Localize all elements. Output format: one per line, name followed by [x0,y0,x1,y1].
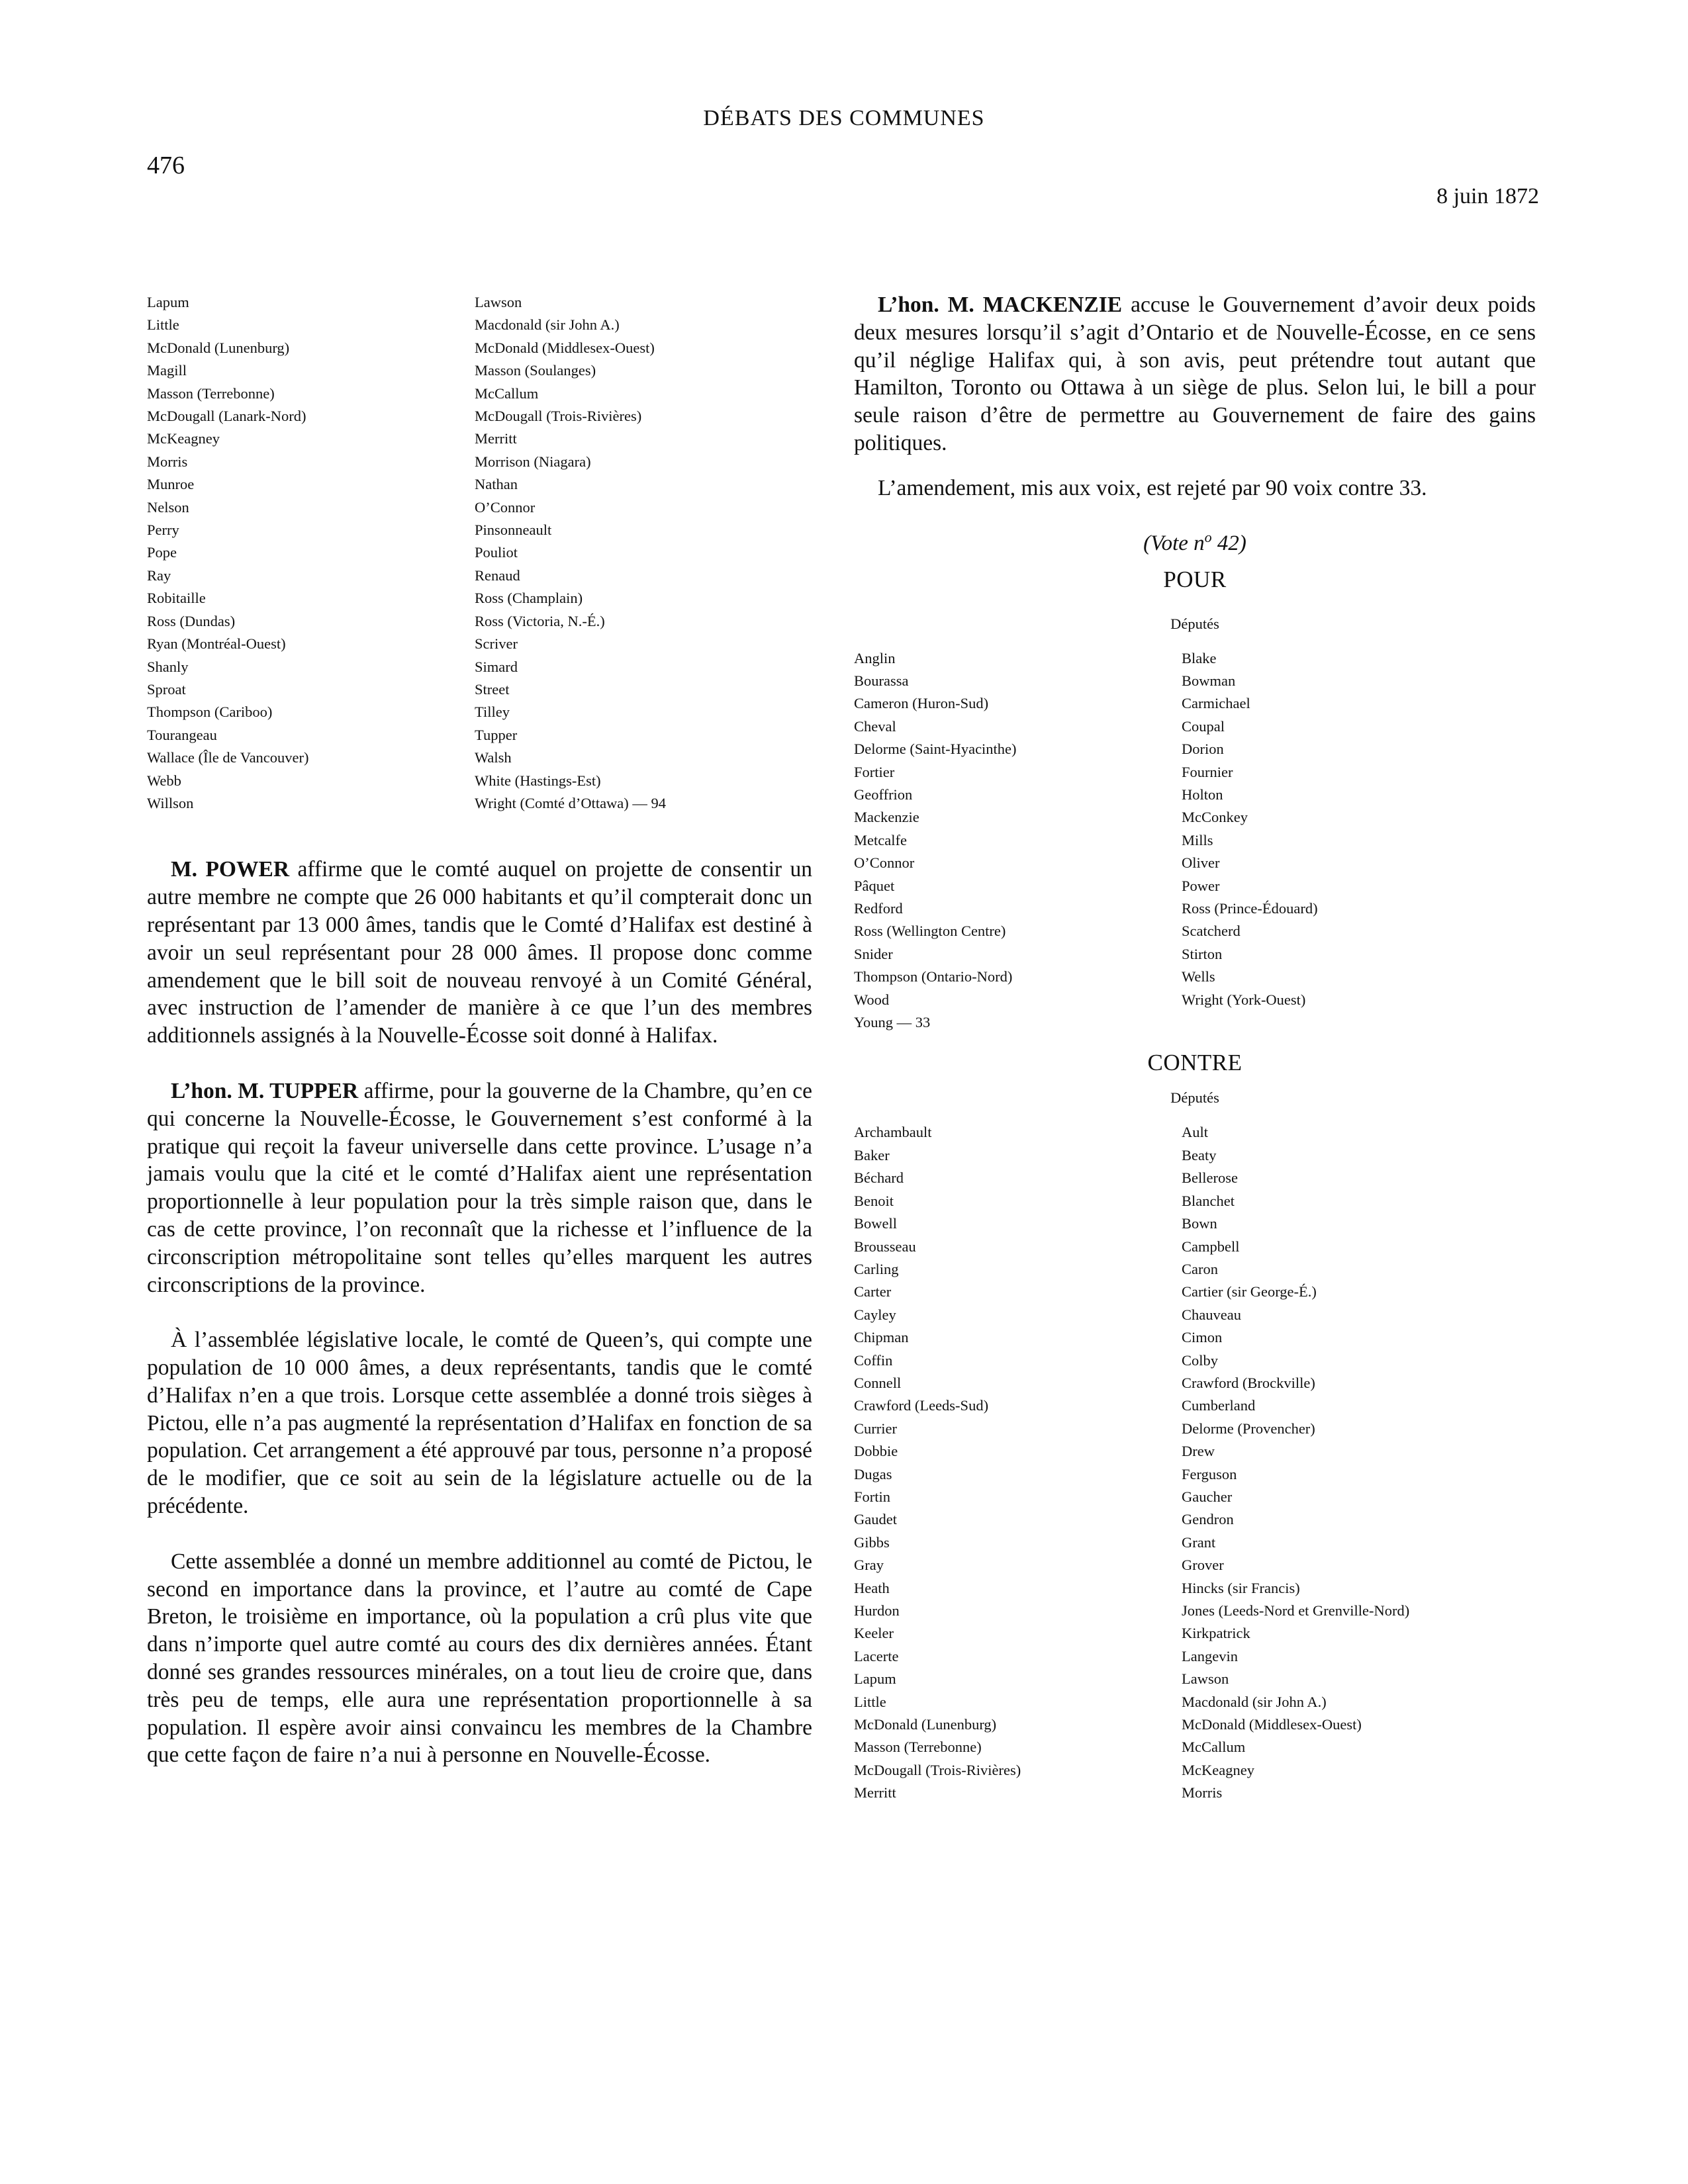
pour-list [854,647,1536,1034]
member-name: Crawford (Leeds-Sud) [854,1397,989,1414]
member-name: Cumberland [1182,1397,1256,1414]
member-name: Magill [147,362,187,379]
member-name: Lawson [475,294,522,310]
member-name: Munroe [147,476,195,493]
member-name: Archambault [854,1124,932,1141]
member-name: Morris [147,453,188,470]
member-name: Ray [147,567,171,584]
member-name: Walsh [475,749,512,766]
member-name: Blake [1182,649,1217,666]
member-name: Delorme (Saint-Hyacinthe) [854,741,1017,758]
member-name: Coffin [854,1351,893,1369]
member-name: Perry [147,522,179,539]
member-name: Wallace (Île de Vancouver) [147,749,309,766]
member-name: Dorion [1182,741,1224,758]
member-name: Snider [854,945,893,962]
member-name: Bown [1182,1215,1217,1232]
member-name: Webb [147,772,181,789]
paragraph-text: affirme que le comté auquel on projette de consentir un autre membre ne compte que 26 000 habitants et qu’il compterait donc un représentant par 13 000 âmes, tandis que le Comté d’Halifax est destiné à avoir un seul représentant pour 28 000 âmes. Il propose donc comme amendement que le bill soit de nouveau renvoyé à un Comité Général, avec instruction de l’amender de manière à ce que l’un des membres additionnels assignés à la Nouvelle-Écosse soit donné à Halifax. [147,857,812,1048]
member-name: Wood [854,991,890,1008]
vote-caption [854,529,1536,556]
member-name: Carmichael [1182,695,1250,712]
member-name: McDonald (Middlesex-Ouest) [1182,1716,1362,1733]
member-name: McDougall (Trois-Rivières) [475,408,642,425]
member-name: McDougall (Trois-Rivières) [854,1761,1021,1778]
member-name: Merritt [854,1784,896,1801]
member-name: Fournier [1182,763,1233,780]
member-name: Grant [1182,1533,1216,1551]
speaker-name: L’hon. M. MACKENZIE [878,293,1123,317]
contre-subheading: Députés [1170,1089,1219,1107]
member-name: Benoit [854,1192,894,1209]
page-date: 8 juin 1872 [1436,184,1539,208]
pour-heading: POUR [1163,566,1227,592]
member-name: Crawford (Brockville) [1182,1374,1315,1391]
member-name: Fortin [854,1488,891,1505]
member-name: Delorme (Provencher) [1182,1420,1315,1437]
vote-caption-text: (Vote n [1143,531,1205,555]
member-name: McKeagney [1182,1761,1254,1778]
member-name: Holton [1182,786,1223,803]
member-name: McDonald (Lunenburg) [147,339,290,356]
member-name: Baker [854,1146,890,1163]
member-name: Grover [1182,1557,1224,1574]
member-name: Drew [1182,1443,1215,1460]
member-name: Morris [1182,1784,1223,1801]
member-name: Gendron [1182,1511,1234,1528]
member-name: Ross (Victoria, N.-É.) [475,612,605,629]
member-name: Stirton [1182,945,1223,962]
paragraph-amendment-result: L’amendement, mis aux voix, est rejeté par 90 voix contre 33. [878,475,1427,500]
member-name: Fortier [854,763,895,780]
member-name: Thompson (Ontario-Nord) [854,968,1013,985]
member-name: Willson [147,794,194,811]
member-name: Thompson (Cariboo) [147,704,273,721]
member-name: Langevin [1182,1647,1238,1664]
member-name: Chipman [854,1329,909,1346]
member-name: Macdonald (sir John A.) [1182,1693,1327,1710]
paragraph-text: accuse le Gouvernement d’avoir deux poids deux mesures lorsqu’il s’agit d’Ontario et de Nouvelle-Écosse, en ce sens qu’il néglige Halifax qui, à son avis, peut prétendre tout autant que Hamilton, Toronto ou Ottawa à un siège de plus. Selon lui, le bill a pour seule raison d’être de permettre au Gouvernement de faire des gains politiques. [854,293,1536,455]
member-name: Ross (Wellington Centre) [854,923,1006,940]
member-name: Metcalfe [854,831,907,848]
member-name: Gray [854,1557,884,1574]
vote-caption-number: 42) [1211,531,1246,555]
member-name: Currier [854,1420,897,1437]
member-name: Street [475,680,510,698]
member-name: O’Connor [854,854,915,872]
contre-list [854,1121,1536,1804]
member-name: Carter [854,1283,892,1300]
member-name: Anglin [854,649,896,666]
member-name: Renaud [475,567,520,584]
paragraph-pictou: Cette assemblée a donné un membre additionnel au comté de Pictou, le second en importance dans la province, et l’autre au comté de Cape Breton, le troisième en importance, où la population a crû plus vite que dans n’importe quel autre comté au cours des dix dernières années. Étant donné ses grandes ressources minérales, on a tout lieu de croire que, dans très peu de temps, elle aura une représentation proportionnelle à sa population. Il espère avoir ainsi convaincu les membres de la Chambre que cette façon de faire n’a nui à personne en Nouvelle-Écosse. [147,1549,812,1768]
member-name: Beaty [1182,1146,1217,1163]
paragraph-tupper [147,1077,812,1298]
paragraph-queens: À l’assemblée législative locale, le comté de Queen’s, qui compte une population de 10 000 âmes, a deux représentants, tandis que le comté d’Halifax n’en a que trois. Lorsque cette assemblée a donné trois sièges à Pictou, elle n’a pas augmenté la représentation d’Halifax en fonction de sa population. Cet arrangement a été approuvé par tous, personne n’a proposé de le modifier, que ce soit au sein de la législature actuelle ou de la précédente. [147,1328,812,1519]
member-name: Colby [1182,1351,1219,1369]
member-name: Cayley [854,1306,896,1323]
member-name: Tilley [475,704,510,721]
member-name: Gaudet [854,1511,897,1528]
member-name: Campbell [1182,1238,1240,1255]
member-name: Kirkpatrick [1182,1625,1250,1642]
member-name: O’Connor [475,498,536,516]
member-name: Ferguson [1182,1465,1237,1482]
member-name: Redford [854,900,903,917]
member-name: Cameron (Huron-Sud) [854,695,989,712]
member-name: Lapum [147,294,189,310]
member-name: Lapum [854,1670,896,1688]
member-name: Hincks (sir Francis) [1182,1579,1300,1596]
member-name: Pinsonneault [475,522,552,539]
member-name: Gaucher [1182,1488,1233,1505]
member-name: Caron [1182,1260,1218,1277]
member-name: Carling [854,1260,899,1277]
member-name: Masson (Soulanges) [475,362,596,379]
paragraph-mackenzie [854,291,1536,457]
member-name: McDonald (Lunenburg) [854,1716,997,1733]
member-name: Coupal [1182,717,1225,735]
member-name: Little [854,1693,886,1710]
member-name: Simard [475,658,518,675]
member-name: Mills [1182,831,1213,848]
member-name: Keeler [854,1625,894,1642]
running-head: DÉBATS DES COMMUNES [703,106,985,130]
member-name: Dugas [854,1465,892,1482]
vote-caption-sup: o [1204,528,1212,545]
member-name: Lawson [1182,1670,1229,1688]
speaker-name: L’hon. M. TUPPER [171,1078,359,1103]
member-name: Tupper [475,726,518,743]
member-name: Bowell [854,1215,897,1232]
member-name: Ross (Champlain) [475,590,583,607]
member-name: Robitaille [147,590,206,607]
member-name: Bourassa [854,672,909,689]
member-name: Macdonald (sir John A.) [475,316,620,334]
contre-heading: CONTRE [1147,1050,1243,1076]
member-name: Young — 33 [854,1014,931,1031]
member-name: Ault [1182,1124,1209,1141]
member-name: McConkey [1182,809,1248,826]
member-name: Ryan (Montréal-Ouest) [147,635,286,653]
member-name: Pope [147,544,177,561]
member-name: Bellerose [1182,1169,1238,1187]
member-name: Dobbie [854,1443,898,1460]
member-name: Cartier (sir George-É.) [1182,1283,1317,1300]
member-name: Bowman [1182,672,1236,689]
member-name: Scriver [475,635,518,653]
member-name: Heath [854,1579,890,1596]
member-name: Hurdon [854,1602,900,1619]
member-name: Geoffrion [854,786,913,803]
member-name: Wright (York-Ouest) [1182,991,1306,1008]
pour-subheading: Députés [1170,615,1219,632]
member-name: Wells [1182,968,1215,985]
member-name: Gibbs [854,1533,890,1551]
vote-list-continued [147,291,812,815]
member-name: Morrison (Niagara) [475,453,591,470]
member-name [1182,1011,1536,1034]
member-name: Ross (Dundas) [147,612,236,629]
member-name: Little [147,316,179,334]
paragraph-text: affirme, pour la gouverne de la Chambre, qu’en ce qui concerne la Nouvelle-Écosse, le Gouvernement s’est conformé à la pratique qui reçoit la faveur universelle dans cette province. L’usage n’a jamais voulu que la cité et le comté d’Halifax aient une représentation proportionnelle à leur population pour la très simple raison que, dans le cas de cette province, l’on reconnaît que la richesse et l’influence de la circonscription métropolitaine sont telles qu’elles marquent les autres circonscriptions de la province. [147,1078,812,1297]
member-name: Shanly [147,658,189,675]
member-name: Pâquet [854,877,895,894]
member-name: Masson (Terrebonne) [147,385,275,402]
member-name: McCallum [1182,1739,1246,1756]
member-name: Jones (Leeds-Nord et Grenville-Nord) [1182,1602,1410,1619]
member-name: Pouliot [475,544,518,561]
member-name: White (Hastings-Est) [475,772,601,789]
member-name: Wright (Comté d’Ottawa) — 94 [475,794,667,811]
member-name: Scatcherd [1182,923,1241,940]
member-name: Cheval [854,717,896,735]
speaker-name: M. POWER [171,857,290,882]
member-name: Power [1182,877,1220,894]
member-name: Cimon [1182,1329,1223,1346]
member-name: Nelson [147,498,189,516]
right-column [854,291,1536,1805]
member-name: Masson (Terrebonne) [854,1739,982,1756]
member-name: Chauveau [1182,1306,1241,1323]
member-name: Brousseau [854,1238,916,1255]
member-name: Merritt [475,430,517,447]
member-name: McCallum [475,385,539,402]
member-name: McKeagney [147,430,220,447]
page-number: 476 [147,152,185,179]
member-name: Lacerte [854,1647,899,1664]
member-name: Béchard [854,1169,904,1187]
member-name: McDougall (Lanark-Nord) [147,408,306,425]
paragraph-power [147,856,812,1050]
member-name: Nathan [475,476,518,493]
member-name: Sproat [147,680,186,698]
member-name: Mackenzie [854,809,919,826]
member-name: McDonald (Middlesex-Ouest) [475,339,655,356]
left-column [147,291,812,1769]
member-name: Tourangeau [147,726,217,743]
member-name: Blanchet [1182,1192,1235,1209]
member-name: Oliver [1182,854,1220,872]
member-name: Ross (Prince-Édouard) [1182,900,1318,917]
member-name: Connell [854,1374,902,1391]
